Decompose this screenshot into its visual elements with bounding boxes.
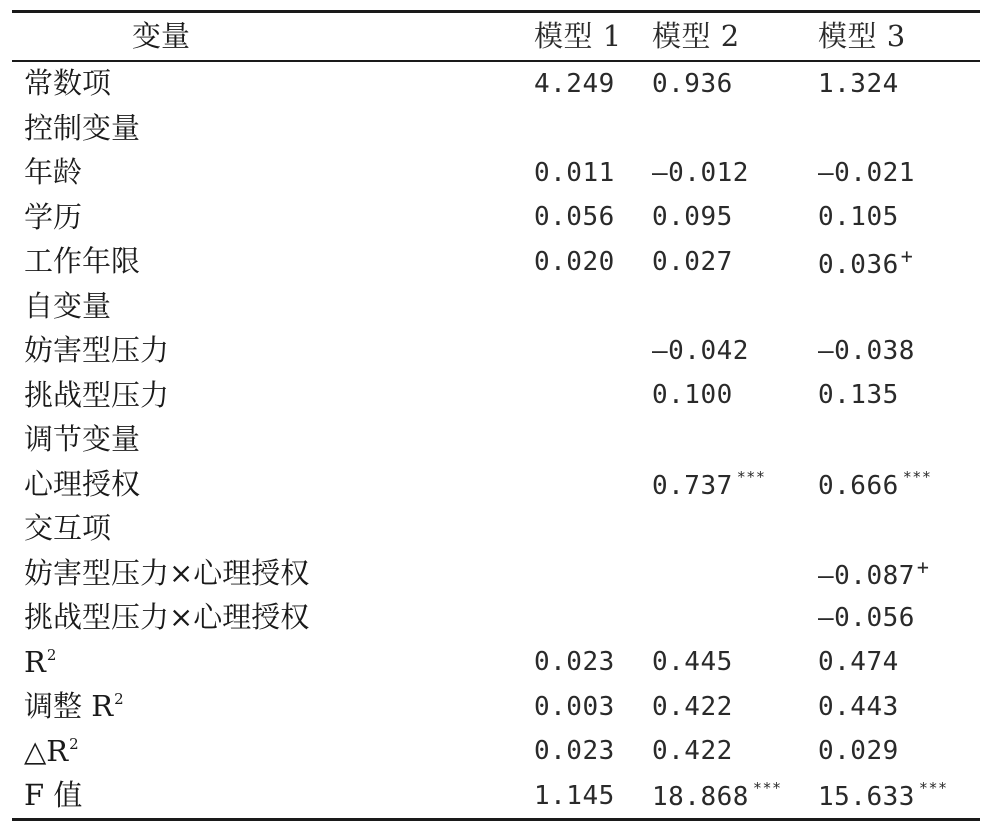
header-model-1: 模型 1: [534, 19, 622, 53]
cell-model-1: [482, 736, 648, 767]
cell-value: 0.443: [818, 691, 899, 722]
cell-model-3: [814, 467, 980, 501]
cell-model-1: [482, 202, 648, 233]
table-row: [12, 151, 980, 196]
row-label-text: 常数项: [24, 66, 112, 101]
header-model-2: 模型 2: [652, 19, 740, 53]
table-header-row: [12, 13, 980, 60]
row-label: [12, 377, 482, 412]
cell-model-1: [482, 157, 648, 188]
significance-marker: +: [900, 243, 914, 268]
row-label: [12, 199, 482, 234]
cell-value: 1.324: [818, 68, 899, 99]
cell-value: 0.422: [652, 736, 733, 767]
cell-value: 0.936: [652, 68, 733, 99]
cell-value: 0.027: [652, 246, 733, 277]
cell-model-3: [814, 602, 980, 633]
cell-model-3: [814, 202, 980, 233]
row-label: [12, 466, 482, 501]
cell-value: 0.023: [534, 647, 615, 678]
row-label-superscript: 2: [69, 734, 79, 753]
cell-model-1: [482, 780, 648, 811]
cell-model-2: [648, 691, 814, 722]
table-row: [12, 640, 980, 685]
cell-model-3: [814, 335, 980, 366]
cell-value: 0.036: [818, 249, 899, 280]
cell-model-2: [648, 736, 814, 767]
row-label-superscript: 2: [46, 645, 57, 664]
cell-value: 0.135: [818, 380, 899, 411]
row-label: [12, 155, 482, 190]
table-row: [12, 685, 980, 730]
cell-value: 15.633: [818, 782, 915, 813]
cell-value: 0.020: [534, 246, 615, 277]
table-row: [12, 195, 980, 240]
cell-value: —0.056: [818, 602, 915, 633]
significance-marker: ***: [902, 467, 932, 486]
row-label-text: 工作年限: [24, 244, 141, 279]
row-label: [12, 422, 482, 457]
row-label-text: 妨害型压力: [24, 333, 170, 368]
significance-marker: ***: [736, 467, 766, 486]
cell-model-3: [814, 647, 980, 678]
table-row: [12, 507, 980, 552]
cell-value: 0.474: [818, 647, 899, 678]
significance-marker: ***: [918, 779, 948, 798]
cell-value: —0.042: [652, 335, 749, 366]
row-label: [12, 689, 482, 724]
table-row: [12, 551, 980, 596]
header-model-3: 模型 3: [818, 19, 906, 53]
cell-model-1: [482, 691, 648, 722]
row-label-text: 挑战型压力: [24, 377, 170, 412]
cell-model-3: [814, 157, 980, 188]
cell-value: 18.868: [652, 782, 749, 813]
table-body: [12, 62, 980, 819]
cell-model-2: [648, 335, 814, 366]
row-label-superscript: 2: [114, 690, 124, 709]
table-row: [12, 418, 980, 463]
row-label-text: 年龄: [24, 155, 83, 190]
row-label: [12, 733, 482, 768]
row-label: [12, 644, 482, 679]
table-row: [12, 106, 980, 151]
row-label-text: 控制变量: [24, 110, 141, 145]
row-label: [12, 511, 482, 546]
table-row: [12, 729, 980, 774]
row-label-text: 自变量: [24, 288, 112, 323]
table-row: [12, 462, 980, 507]
cell-value: —0.021: [818, 157, 915, 188]
cell-model-3: [814, 779, 980, 813]
row-label: [12, 778, 482, 813]
cell-model-2: [648, 246, 814, 277]
cell-value: 0.003: [534, 691, 615, 722]
cell-model-2: [648, 157, 814, 188]
row-label-text: 调节变量: [24, 422, 141, 457]
significance-marker: +: [916, 555, 930, 580]
cell-value: 4.249: [534, 68, 615, 99]
cell-model-2: [648, 779, 814, 813]
cell-model-1: [482, 246, 648, 277]
table-row: [12, 774, 980, 819]
cell-value: 0.095: [652, 202, 733, 233]
cell-value: —0.087: [818, 561, 915, 592]
table-row: [12, 329, 980, 374]
cell-model-1: [482, 647, 648, 678]
cell-value: 1.145: [534, 780, 615, 811]
cell-value: —0.012: [652, 157, 749, 188]
cell-value: 0.029: [818, 736, 899, 767]
row-label: [12, 555, 482, 590]
row-label-text: 学历: [24, 199, 83, 234]
cell-value: 0.011: [534, 157, 615, 188]
cell-model-2: [648, 68, 814, 99]
row-label: [12, 288, 482, 323]
table-row: [12, 62, 980, 107]
row-label-text: 挑战型压力×心理授权: [24, 600, 310, 635]
table-row: [12, 373, 980, 418]
cell-model-3: [814, 68, 980, 99]
cell-model-3: [814, 380, 980, 411]
regression-table: [12, 10, 980, 821]
cell-model-3: [814, 691, 980, 722]
row-label-text: 心理授权: [24, 466, 141, 501]
cell-model-3: [814, 555, 980, 592]
row-label: [12, 333, 482, 368]
cell-value: 0.105: [818, 202, 899, 233]
row-label: [12, 110, 482, 145]
cell-model-2: [648, 380, 814, 411]
header-variable: 变量: [132, 19, 191, 53]
row-label-text: △R: [24, 733, 69, 768]
cell-model-2: [648, 647, 814, 678]
table-row: [12, 240, 980, 285]
cell-value: 0.737: [652, 470, 733, 501]
table-row: [12, 596, 980, 641]
cell-value: 0.056: [534, 202, 615, 233]
row-label: [12, 66, 482, 101]
row-label-text: 妨害型压力×心理授权: [24, 555, 310, 590]
cell-model-2: [648, 202, 814, 233]
row-label-text: F 值: [24, 778, 83, 813]
cell-model-3: [814, 736, 980, 767]
cell-model-3: [814, 243, 980, 280]
row-label-text: 交互项: [24, 511, 112, 546]
row-label-text: R: [24, 644, 46, 679]
row-label: [12, 600, 482, 635]
row-label-text: 调整 R: [24, 689, 114, 724]
cell-model-2: [648, 467, 814, 501]
cell-value: —0.038: [818, 335, 915, 366]
row-label: [12, 244, 482, 279]
significance-marker: ***: [752, 779, 782, 798]
cell-value: 0.023: [534, 736, 615, 767]
cell-value: 0.445: [652, 647, 733, 678]
cell-model-1: [482, 68, 648, 99]
cell-value: 0.100: [652, 380, 733, 411]
cell-value: 0.666: [818, 470, 899, 501]
cell-value: 0.422: [652, 691, 733, 722]
table-row: [12, 284, 980, 329]
